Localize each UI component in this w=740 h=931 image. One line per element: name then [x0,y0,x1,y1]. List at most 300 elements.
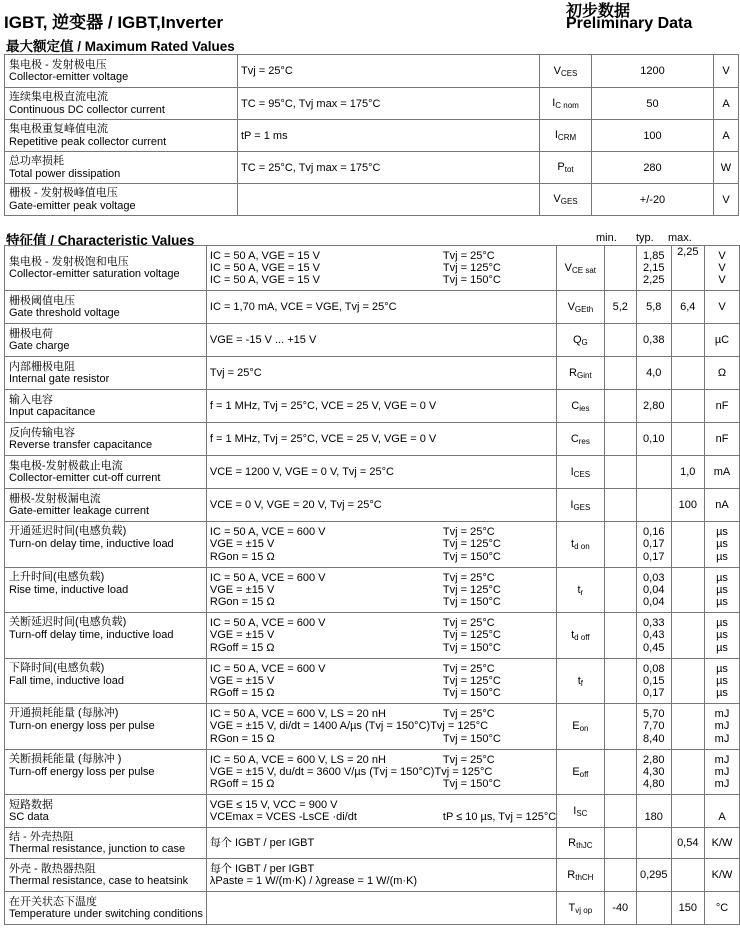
typ-value [636,423,671,456]
max-rated-table [4,54,739,216]
condition-temp: Tvj = 25°C [442,526,495,539]
condition-text: λPaste = 1 W/(m·K) / λgrease = 1 W/(m·K) [209,875,418,887]
unit [705,704,740,750]
characteristic-row [5,892,740,925]
condition-text: IC = 50 A, VCE = 600 V, LS = 20 nH [209,708,386,721]
conditions: TC = 25°C, Tvj max = 175°C [238,152,540,184]
section-title-max-rated: 最大额定值 / Maximum Rated Values [6,39,235,54]
min-value-line [605,675,636,687]
condition-line [210,433,556,445]
max-value [671,859,704,892]
conditions [206,390,556,423]
min-value-line [605,334,636,346]
unit-line: V [718,274,726,287]
typ-value [636,522,671,568]
parameter-name-en: Collector-emitter saturation voltage [9,268,180,280]
condition-line [210,400,556,412]
condition-temp: Tvj = 25°C [442,571,495,584]
max-value-line [672,568,704,580]
typ-value [636,859,671,892]
symbol: $I_{C nom}$ [540,88,592,120]
condition-line [210,663,556,675]
typ-value-line: 0,04 [643,596,665,609]
condition-line [210,551,556,563]
typ-value [636,704,671,750]
typ-value-line: 0,17 [643,687,665,700]
unit [705,489,740,522]
condition-text: IC = 1,70 mA, VCE = VGE, Tvj = 25°C [209,300,397,313]
parameter-name-cn: 总功率损耗 [9,155,64,167]
min-value [604,704,636,750]
condition-temp: Tvj = 125°C [434,765,493,778]
parameter-name [5,324,207,357]
min-value-line: -40 [612,901,629,914]
parameter-name [5,55,238,88]
parameter-name [5,152,238,184]
condition-temp: Tvj = 150°C [442,687,501,700]
unit-line: V [718,261,726,274]
unit-line: µs [716,662,728,675]
min-value [604,613,636,659]
condition-text: VGE = ±15 V [209,583,275,596]
conditions [206,522,556,568]
condition-line [210,799,556,811]
symbol: $t_f$ [557,659,604,704]
preliminary-label-cn: 初步数据 [566,3,631,20]
max-value-line [672,613,704,625]
condition-text: IC = 50 A, VCE = 600 V [209,662,326,675]
max-value-line [672,367,704,379]
conditions [206,568,556,613]
symbol: $V_{CE sat}$ [557,246,604,291]
parameter-name-cn: 开通延迟时间(电感负载) [9,525,127,537]
condition-text: 每个 IGBT / per IGBT [209,862,315,875]
typ-value-line: 4,0 [646,366,662,379]
section-title-characteristic: 特征值 / Characteristic Values [6,233,195,248]
symbol: $I_{SC}$ [557,795,604,828]
unit-line: µs [716,550,728,563]
min-value-line [605,538,636,550]
typ-value-line: 2,15 [643,261,665,274]
condition-line [210,811,556,823]
condition-text: VGE = ±15 V [209,538,275,551]
condition-line [210,466,556,478]
characteristic-row [5,568,740,613]
unit-line: µs [716,538,728,551]
conditions [206,423,556,456]
unit: V [714,55,739,88]
unit-line: A [718,811,726,823]
typ-value-line [637,466,671,478]
condition-temp: Tvj = 125°C [442,583,501,596]
min-value [604,291,636,324]
unit-line: µs [716,674,728,687]
characteristic-row [5,704,740,750]
max-value-line [672,659,704,671]
characteristic-row [5,246,740,291]
condition-text: IC = 50 A, VCE = 600 V [209,526,326,539]
typ-value [636,795,671,828]
min-value [604,828,636,859]
unit [705,892,740,925]
conditions [206,795,556,828]
condition-temp: Tvj = 125°C [430,720,489,733]
parameter-name-en: Turn-on energy loss per pulse [9,719,155,732]
unit: A [714,120,739,152]
max-value-line [672,433,704,445]
min-value [604,390,636,423]
typ-value-line: 2,80 [643,399,665,412]
condition-line [210,720,556,732]
unit-line: mJ [714,708,730,721]
unit-line: mJ [714,778,730,791]
symbol: $t_{d off}$ [557,613,604,659]
parameter-name-cn: 短路数据 [9,798,53,811]
parameter-name-cn: 结 - 外壳热阻 [9,830,74,843]
unit-line: nA [715,498,729,511]
conditions: Tvj = 25°C [238,55,540,88]
unit [705,390,740,423]
min-value [604,750,636,795]
symbol: $I_{CRM}$ [540,120,592,152]
condition-line [210,367,556,379]
condition-temp: Tvj = 25°C [442,753,495,766]
condition-line [210,499,556,511]
min-value [604,357,636,390]
parameter-name-cn: 输入电容 [9,393,53,406]
symbol: $R_{Gint}$ [557,357,604,390]
symbol: $P_{tot}$ [540,152,592,184]
typ-value-line: 0,15 [643,674,665,687]
unit-line: V [718,300,726,313]
unit-line: µs [716,629,728,642]
condition-temp: Tvj = 25°C [442,662,495,675]
typ-value-line: 0,295 [639,868,668,881]
max-value [671,704,704,750]
max-rated-row [5,184,739,216]
parameter-name [5,795,207,828]
typ-value [636,613,671,659]
parameter-name-en: Turn-off energy loss per pulse [9,765,155,778]
typ-value-line: 1,85 [643,249,665,262]
parameter-name [5,246,207,291]
min-value [604,522,636,568]
conditions [206,892,556,925]
condition-line [210,778,556,790]
symbol: $Q_G$ [557,324,604,357]
conditions [206,489,556,522]
condition-line [210,875,556,887]
min-value-line [605,766,636,778]
condition-line [210,584,556,596]
typ-value-line: 0,04 [643,583,665,596]
unit-line: V [718,249,726,262]
parameter-name [5,568,207,613]
characteristic-row [5,357,740,390]
condition-line [210,538,556,550]
condition-text: VGE = -15 V ... +15 V [209,333,317,346]
max-value [671,522,704,568]
max-value [671,390,704,423]
symbol: $V_{CES}$ [540,55,592,88]
parameter-name-cn: 开通损耗能量 (每脉冲) [9,707,119,719]
min-value [604,659,636,704]
parameter-name-en: Reverse transfer capacitance [9,439,153,451]
condition-line [210,733,556,745]
parameter-name-en: Gate-emitter leakage current [9,505,150,517]
unit [705,659,740,704]
parameter-name [5,184,238,216]
unit-line: µs [716,526,728,539]
unit-line: mJ [714,720,730,733]
condition-text: VGE = ±15 V, du/dt = 3600 V/µs (Tvj = 150°C) [209,765,435,778]
condition-line [210,334,556,346]
typ-value [636,892,671,925]
parameter-name-cn: 栅极阈值电压 [9,294,75,307]
conditions [206,750,556,795]
conditions: TC = 95°C, Tvj max = 175°C [238,88,540,120]
condition-text: IC = 50 A, VGE = 15 V [209,274,320,287]
unit: A [714,88,739,120]
min-value-line [605,367,636,379]
typ-value-line [637,837,671,849]
max-value-line: 100 [678,498,697,511]
symbol: $T_{vj op}$ [557,892,604,925]
parameter-name [5,859,207,892]
typ-value [636,291,671,324]
characteristic-row [5,423,740,456]
symbol: $V_{GEth}$ [557,291,604,324]
characteristic-row [5,489,740,522]
symbol: $E_{on}$ [557,704,604,750]
max-value [671,423,704,456]
condition-text: IC = 50 A, VGE = 15 V [209,261,320,274]
conditions [206,613,556,659]
document-title: IGBT, 逆变器 / IGBT,Inverter [4,13,224,32]
condition-text: IC = 50 A, VCE = 600 V [209,617,326,630]
unit [705,859,740,892]
parameter-name-cn: 在开关状态下温度 [9,895,97,908]
condition-temp: Tvj = 150°C [442,732,501,745]
condition-text: IC = 50 A, VGE = 15 V [209,249,320,262]
parameter-name [5,88,238,120]
max-value [671,892,704,925]
characteristic-row [5,828,740,859]
min-value [604,246,636,291]
unit [705,568,740,613]
unit [705,795,740,828]
unit [705,522,740,568]
typ-value-line: 0,16 [643,526,665,539]
max-value [671,456,704,489]
parameter-name-cn: 关断损耗能量 (每脉冲 ) [9,753,122,765]
column-header-min: min. [596,232,617,244]
max-value [671,750,704,795]
unit-line: mJ [714,765,730,778]
unit [705,246,740,291]
min-value [604,423,636,456]
typ-value-line: 2,25 [643,274,665,287]
typ-value [636,750,671,795]
condition-text: VCEmax = VCES -LsCE ·di/dt [209,811,357,823]
parameter-name-en: Input capacitance [9,406,96,418]
conditions [206,828,556,859]
parameter-name [5,120,238,152]
condition-temp: Tvj = 125°C [442,629,501,642]
conditions [206,246,556,291]
condition-temp: Tvj = 150°C [442,596,501,609]
parameter-name-cn: 内部栅极电阻 [9,360,75,373]
symbol: $C_{ies}$ [557,390,604,423]
condition-line [210,754,556,766]
max-value [671,659,704,704]
max-rated-row [5,120,739,152]
parameter-name-cn: 反向传输电容 [9,426,75,439]
symbol: $R_{thJC}$ [557,828,604,859]
parameter-name [5,291,207,324]
condition-text: VGE = ±15 V [209,674,275,687]
max-value-line: 150 [678,901,697,914]
characteristic-row [5,522,740,568]
value: 1200 [592,55,714,88]
condition-text: 每个 IGBT / per IGBT [209,836,315,849]
condition-text: Tvj = 25°C [209,366,262,379]
unit-line: mJ [714,732,730,745]
parameter-name-en: Collector-emitter cut-off current [9,472,161,484]
typ-value [636,828,671,859]
condition-line [210,766,556,778]
condition-text: f = 1 MHz, Tvj = 25°C, VCE = 25 V, VGE = 0 V [209,432,437,445]
parameter-name-cn: 栅极 - 发射极峰值电压 [9,187,118,199]
unit [705,456,740,489]
parameter-name-en: Gate threshold voltage [9,307,120,319]
condition-text: RGon = 15 Ω [209,550,275,563]
condition-temp: Tvj = 25°C [442,708,495,721]
parameter-name-en: Gate-emitter peak voltage [9,199,136,212]
conditions [206,859,556,892]
conditions [238,184,540,216]
max-value [671,357,704,390]
max-value [671,291,704,324]
condition-text: VCE = 1200 V, VGE = 0 V, Tvj = 25°C [209,465,394,478]
unit-line: µC [714,333,730,346]
condition-line [210,250,556,262]
condition-temp: Tvj = 150°C [442,550,501,563]
parameter-name-cn: 栅极-发射极漏电流 [9,492,101,505]
condition-line [210,301,556,313]
typ-value-line: 8,40 [643,732,665,745]
unit-line: µs [716,571,728,584]
parameter-name [5,704,207,750]
conditions [206,704,556,750]
symbol: $t_r$ [557,568,604,613]
parameter-name-en: Rise time, inductive load [9,583,129,596]
condition-text: RGon = 15 Ω [209,596,275,609]
unit-line: Ω [717,366,727,379]
condition-text: RGoff = 15 Ω [209,778,275,791]
condition-temp: Tvj = 25°C [442,249,495,262]
parameter-name-en: Repetitive peak collector current [9,135,167,148]
parameter-name-en: Internal gate resistor [9,373,110,385]
typ-value [636,357,671,390]
min-value [604,489,636,522]
max-value-line [672,400,704,412]
condition-text: VGE = ±15 V [209,629,275,642]
parameter-name-en: Temperature under switching conditions [9,908,203,920]
unit-line: K/W [711,836,733,849]
conditions [206,357,556,390]
max-value-line: 1,0 [680,465,696,478]
symbol: $I_{CES}$ [557,456,604,489]
min-value-line [605,433,636,445]
value: 100 [592,120,714,152]
min-value [604,795,636,828]
typ-value-line: 0,17 [643,550,665,563]
condition-text: RGoff = 15 Ω [209,641,275,654]
max-value-line [672,750,704,762]
max-value [671,489,704,522]
unit-line [705,799,739,811]
condition-temp: tP ≤ 10 µs, Tvj = 125°C [442,811,557,823]
parameter-name-cn: 集电极重复峰值电流 [9,123,108,135]
value: 280 [592,152,714,184]
unit-line: µs [716,583,728,596]
max-value-line [672,522,704,534]
value: +/-20 [592,184,714,216]
parameter-name [5,659,207,704]
max-value-line: 2,25 [677,246,699,258]
condition-temp: Tvj = 150°C [442,274,501,287]
parameter-name-cn: 关断延迟时间(电感负载) [9,616,127,628]
unit [705,750,740,795]
parameter-name-cn: 下降时间(电感负载) [9,662,105,674]
condition-line [210,687,556,699]
max-value-line [672,704,704,716]
unit [705,423,740,456]
min-value [604,324,636,357]
condition-text: RGon = 15 Ω [209,732,275,745]
parameter-name-cn: 外壳 - 散热器热阻 [9,862,96,875]
typ-value-line: 0,10 [643,432,665,445]
min-value-line [605,466,636,478]
characteristic-row [5,613,740,659]
condition-line [210,572,556,584]
characteristic-row [5,390,740,423]
unit [705,357,740,390]
parameter-name [5,489,207,522]
parameter-name-en: Thermal resistance, junction to case [9,843,186,855]
parameter-name [5,613,207,659]
characteristic-row [5,456,740,489]
typ-value-line [637,799,671,811]
unit-line: µs [716,641,728,654]
unit: W [714,152,739,184]
parameter-name-en: Continuous DC collector current [9,103,165,116]
max-value-line: 6,4 [680,300,696,313]
typ-value-line: 0,08 [643,662,665,675]
condition-line [210,837,556,849]
unit [705,613,740,659]
max-rated-row [5,152,739,184]
column-header-typ: typ. [636,232,654,244]
min-value-line [605,869,636,881]
unit-line: µs [716,596,728,609]
typ-value-line: 5,70 [643,708,665,721]
parameter-name-en: SC data [9,811,49,823]
condition-temp: Tvj = 150°C [442,778,501,791]
characteristic-row [5,324,740,357]
conditions [206,291,556,324]
